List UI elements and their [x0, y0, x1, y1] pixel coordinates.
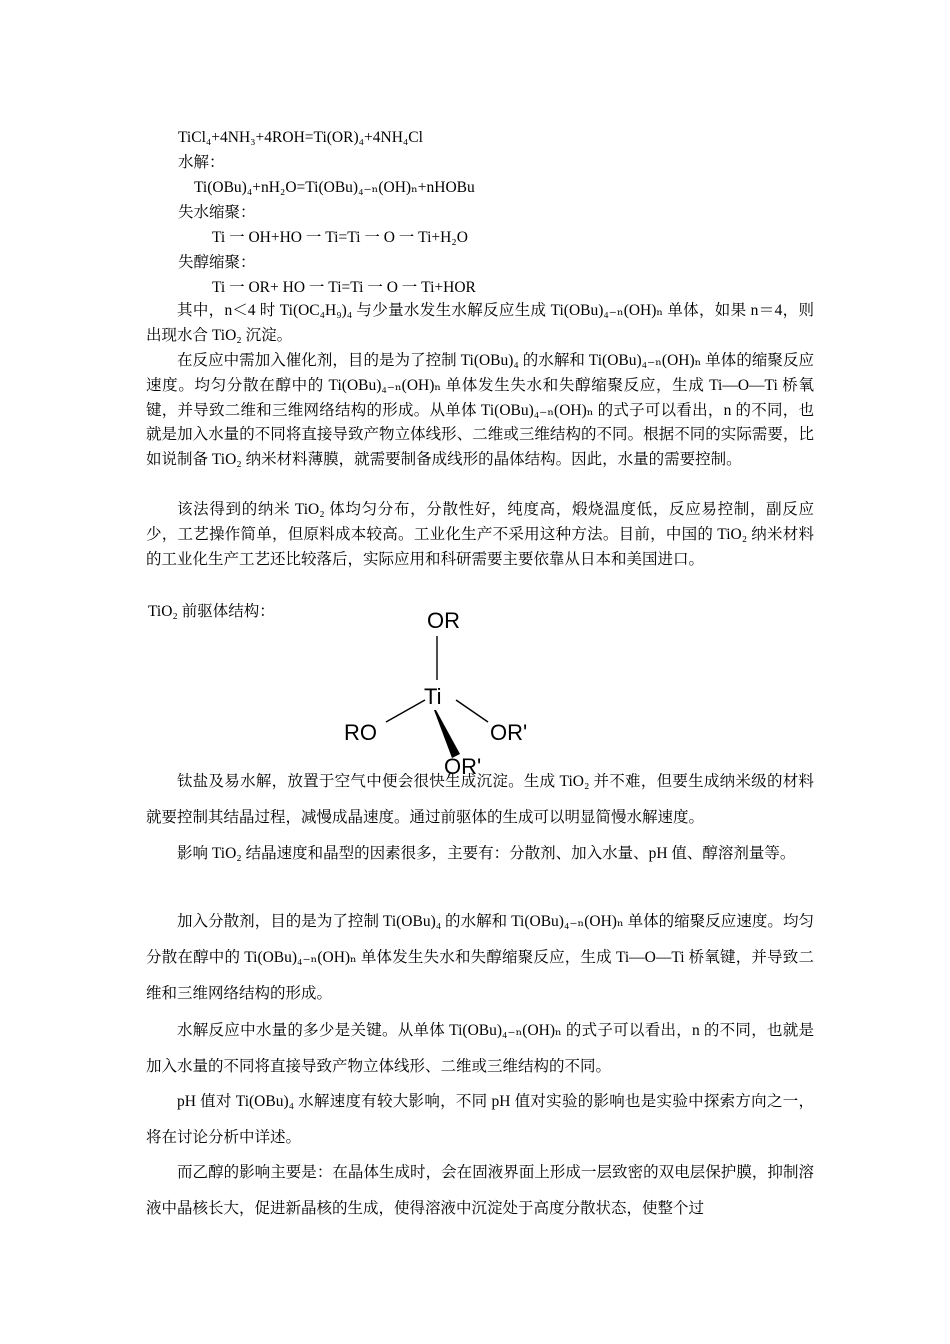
- paragraph-5: 影响 TiO₂ 结晶速度和晶型的因素很多，主要有：分散剂、加入水量、pH 值、醇溶剂量等。: [177, 845, 796, 862]
- precursor-label: TiO₂ 前驱体结构：: [148, 603, 275, 620]
- paragraph-7: 水解反应中水量的多少是关键。从单体 Ti(OBu)₄₋ₙ(OH)ₙ 的式子可以看出，n 的不同，也就是加入水量的不同将直接导致产物立体线形、二维或三维结构的不同。: [146, 1022, 814, 1076]
- molecule-bottom-group: OR': [444, 754, 482, 778]
- bond-left: [386, 700, 425, 722]
- molecule-right-group: OR': [490, 720, 528, 745]
- molecule-center-atom: Ti: [424, 684, 442, 709]
- equation-hydrolysis: Ti(OBu)₄+nH₂O=Ti(OBu)₄₋ₙ(OH)ₙ+nHOBu: [194, 179, 475, 196]
- equation-dehydration: Ti 一 OH+HO 一 Ti=Ti 一 O 一 Ti+H₂O: [212, 229, 468, 246]
- molecule-left-group: RO: [344, 720, 377, 745]
- bond-right: [456, 700, 488, 722]
- label-dehydration: 失水缩聚：: [178, 204, 256, 221]
- paragraph-6: 加入分散剂，目的是为了控制 Ti(OBu)₄ 的水解和 Ti(OBu)₄₋ₙ(OH)ₙ 单体的缩聚反应速度。均匀分散在醇中的 Ti(OBu)₄₋ₙ(OH)ₙ 单体发生失水和失醇缩聚反应，生成 Ti—O—Ti 桥氧键，并导致二维和三维网络结构的形成。: [146, 913, 814, 1003]
- tio2-precursor-structure: [330, 598, 560, 778]
- paragraph-2: 在反应中需加入催化剂，目的是为了控制 Ti(OBu)₄ 的水解和 Ti(OBu)₄₋ₙ(OH)ₙ 单体的缩聚反应速度。均匀分散在醇中的 Ti(OBu)₄₋ₙ(OH)ₙ 单体发生失水和失醇缩聚反应，生成 Ti—O—Ti 桥氧键，并导致二维和三维网络结构的形成。从单体 Ti(OBu)₄₋ₙ(OH)ₙ 的式子可以看出，n 的不同，也就是加入水量的不同将直接导致产物立体线形、二维或三维结构的不同。根据不同的实际需要，比如说制备 TiO₂ 纳米材料薄膜，就需要制备成线形的晶体结构。因此，水量的需要控制。: [146, 352, 814, 469]
- equation-dealcohol: Ti 一 OR+ HO 一 Ti=Ti 一 O 一 Ti+HOR: [212, 279, 476, 296]
- paragraph-1: 其中，n＜4 时 Ti(OC₄H₉)₄ 与少量水发生水解反应生成 Ti(OBu)₄₋ₙ(OH)ₙ 单体，如果 n＝4，则出现水合 TiO₂ 沉淀。: [146, 302, 814, 344]
- equation-ticl4: TiCl₄+4NH₃+4ROH=Ti(OR)₄+4NH₄Cl: [178, 129, 423, 146]
- label-hydrolysis: 水解：: [178, 154, 225, 171]
- paragraph-3: 该法得到的纳米 TiO₂ 体均匀分布，分散性好，纯度高，煅烧温度低，反应易控制，副反应少，工艺操作简单，但原料成本较高。工业化生产不采用这种方法。目前，中国的 TiO₂ 纳米材料的工业化生产工艺还比较落后，实际应用和科研需要主要依靠从日本和美国进口。: [146, 501, 814, 568]
- wedge-bond: [434, 710, 460, 758]
- paragraph-4: 钛盐及易水解，放置于空气中便会很快生成沉淀。生成 TiO₂ 并不难，但要生成纳米级的材料就要控制其结晶过程，减慢成晶速度。通过前驱体的生成可以明显简慢水解速度。: [146, 773, 814, 827]
- molecule-top-group: OR: [427, 608, 460, 633]
- label-dealcohol: 失醇缩聚：: [178, 254, 256, 271]
- paragraph-9: 而乙醇的影响主要是：在晶体生成时，会在固液界面上形成一层致密的双电层保护膜，抑制溶液中晶核长大，促进新晶核的生成，使得溶液中沉淀处于高度分散状态，使整个过: [146, 1164, 814, 1218]
- paragraph-8: pH 值对 Ti(OBu)₄ 水解速度有较大影响，不同 pH 值对实验的影响也是实验中探索方向之一，将在讨论分析中详述。: [146, 1093, 814, 1147]
